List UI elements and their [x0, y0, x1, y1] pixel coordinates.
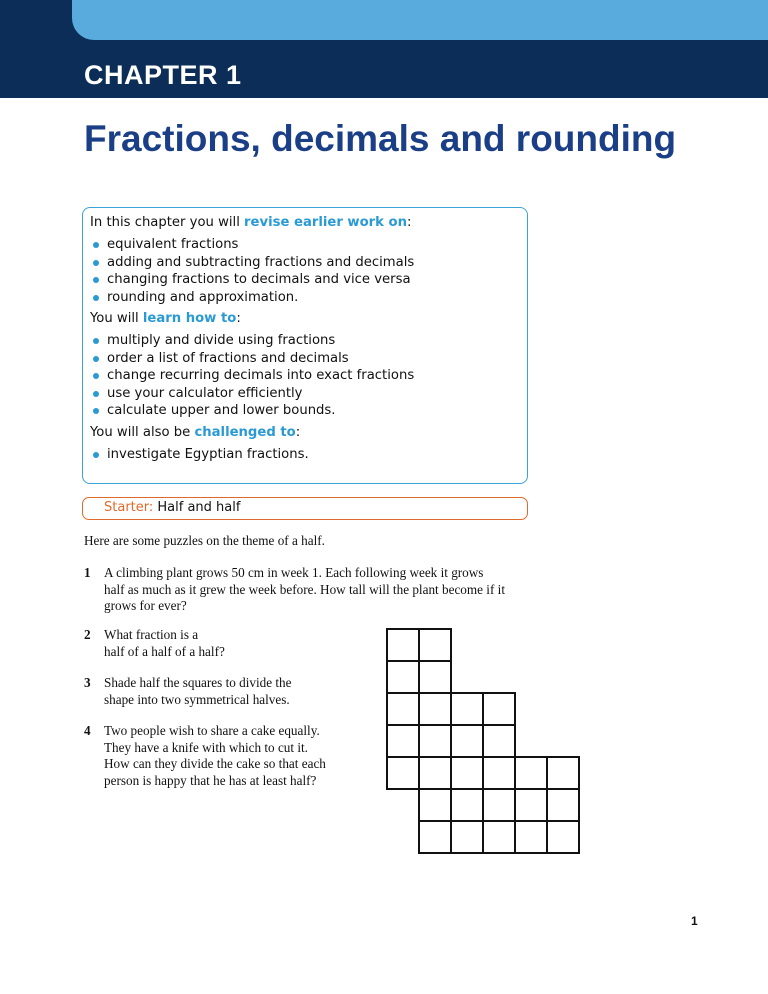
- revise-heading: In this chapter you will revise earlier work on:: [90, 215, 412, 230]
- challenge-heading: You will also be challenged to:: [90, 424, 301, 440]
- grid-square: [483, 789, 515, 821]
- grid-square: [451, 821, 483, 853]
- grid-square: [451, 693, 483, 725]
- page-title: Fractions, decimals and rounding: [84, 118, 677, 159]
- list-item: change recurring decimals into exact fractions: [90, 367, 527, 385]
- grid-square: [451, 789, 483, 821]
- grid-square: [483, 693, 515, 725]
- list-item: changing fractions to decimals and vice versa: [90, 271, 527, 289]
- intro-text: Here are some puzzles on the theme of a half.: [84, 533, 325, 548]
- grid-square: [419, 757, 451, 789]
- list-item: rounding and approximation.: [90, 289, 527, 307]
- list-item: adding and subtracting fractions and decimals: [90, 254, 527, 272]
- grid-square: [515, 757, 547, 789]
- grid-square: [419, 821, 451, 853]
- question-number: 1: [84, 565, 91, 580]
- learn-heading: You will learn how to:: [90, 311, 241, 326]
- list-item: use your calculator efficiently: [90, 385, 527, 403]
- grid-square: [483, 757, 515, 789]
- grid-square: [515, 789, 547, 821]
- grid-square: [387, 725, 419, 757]
- grid-square: [483, 725, 515, 757]
- list-item: multiply and divide using fractions: [90, 332, 527, 350]
- question-number: 3: [84, 675, 91, 690]
- grid-square: [547, 757, 579, 789]
- list-item: calculate upper and lower bounds.: [90, 402, 527, 420]
- grid-square: [547, 821, 579, 853]
- grid-square: [419, 629, 451, 661]
- grid-square: [419, 725, 451, 757]
- grid-square: [419, 693, 451, 725]
- starter-title: Half and half: [157, 500, 241, 515]
- grid-square: [419, 789, 451, 821]
- question-number: 2: [84, 627, 91, 642]
- question-number: 4: [84, 723, 91, 738]
- grid-square: [451, 757, 483, 789]
- grid-square: [451, 725, 483, 757]
- grid-square: [387, 661, 419, 693]
- grid-square: [419, 661, 451, 693]
- grid-square: [387, 629, 419, 661]
- grid-square: [387, 757, 419, 789]
- grid-square: [515, 821, 547, 853]
- starter-label: Starter:: [104, 500, 154, 515]
- grid-square: [483, 821, 515, 853]
- page-number: 1: [691, 914, 698, 928]
- chapter-label: CHAPTER 1: [84, 60, 242, 90]
- list-item: equivalent fractions: [90, 236, 527, 254]
- list-item: investigate Egyptian fractions.: [90, 446, 527, 464]
- grid-square: [547, 789, 579, 821]
- grid-square: [387, 693, 419, 725]
- list-item: order a list of fractions and decimals: [90, 350, 527, 368]
